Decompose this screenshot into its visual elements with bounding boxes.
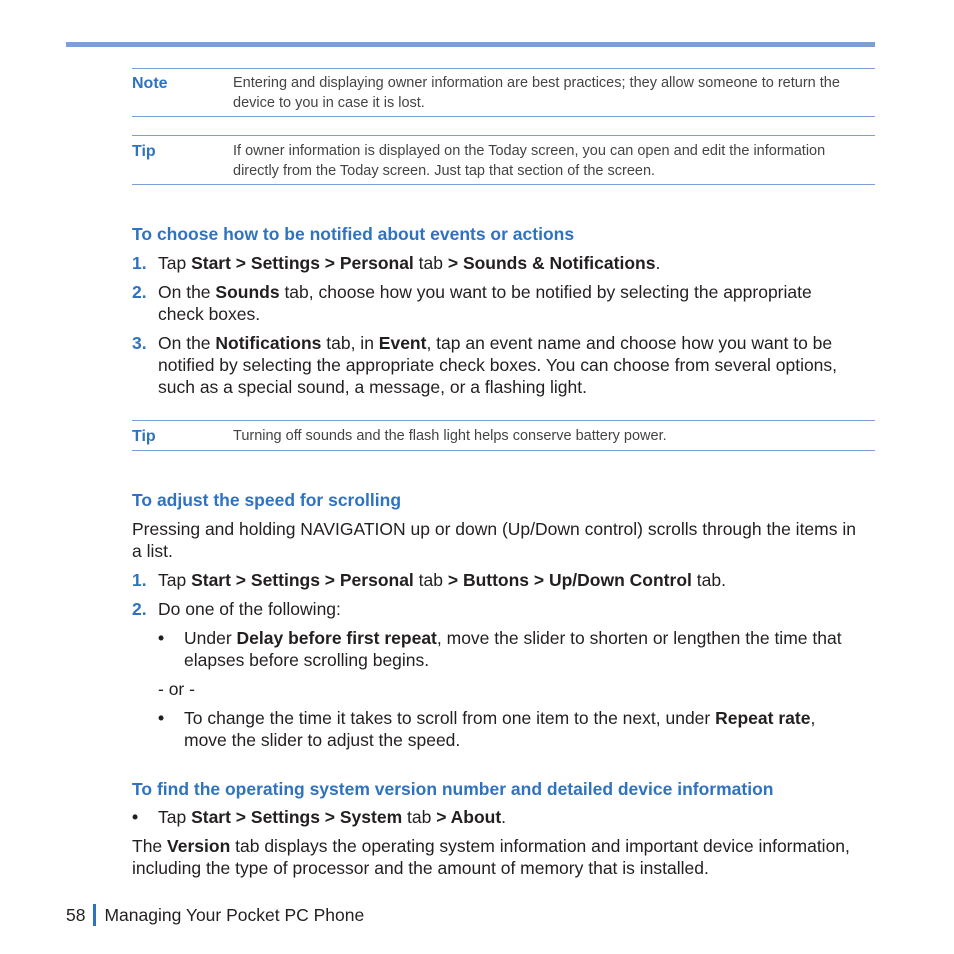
step-number: 1.	[132, 253, 147, 273]
bullet-icon: •	[132, 807, 139, 827]
footer-title: Managing Your Pocket PC Phone	[104, 904, 365, 925]
tip-text: Turning off sounds and the flash light helps conserve battery power.	[233, 428, 667, 444]
page-number: 58	[66, 904, 86, 925]
bullet-icon: •	[158, 628, 165, 648]
section-heading-notifications: To choose how to be notified about events or actions	[132, 224, 575, 244]
list-item: • To change the time it takes to scroll from one item to the next, under Repeat rate, move the slider to adjust the speed.	[158, 708, 816, 750]
step-number: 2.	[132, 282, 147, 302]
tip-box	[132, 135, 875, 185]
footer-divider	[93, 904, 96, 926]
bullet-icon: •	[158, 708, 165, 728]
note-box	[132, 68, 875, 117]
note-text: Entering and displaying owner information are best practices; they allow someone to return the device to you in case it is lost.	[233, 75, 840, 111]
step-1: 1. Tap Start > Settings > Personal tab > Sounds & Notifications.	[132, 253, 661, 273]
step-1: 1. Tap Start > Settings > Personal tab > Buttons > Up/Down Control tab.	[132, 570, 726, 590]
paragraph: The Version tab displays the operating system information and important device information, including the type of processor and the amount of memory that is installed.	[132, 836, 850, 878]
tip-label: Tip	[132, 428, 156, 445]
section-heading-os-version: To find the operating system version number and detailed device information	[132, 779, 774, 799]
tip-box	[132, 420, 875, 451]
step-number: 1.	[132, 570, 147, 590]
step-number: 2.	[132, 599, 147, 619]
step-3: 3. On the Notifications tab, in Event, tap an event name and choose how you want to be notified by selecting the appropriate check boxes. You can choose from several options, such as a special sound, a message, or a flashing light.	[132, 333, 838, 397]
list-item: • Tap Start > Settings > System tab > About.	[132, 807, 507, 827]
page-footer	[66, 904, 364, 926]
top-rule	[66, 42, 875, 47]
or-separator: - or -	[158, 679, 195, 699]
note-label: Note	[132, 75, 168, 92]
tip-label: Tip	[132, 143, 156, 160]
step-2: 2. Do one of the following:	[132, 599, 341, 619]
step-2: 2. On the Sounds tab, choose how you want to be notified by selecting the appropriate check boxes.	[132, 282, 812, 324]
tip-text: If owner information is displayed on the Today screen, you can open and edit the information directly from the Today screen. Just tap that section of the screen.	[233, 143, 826, 179]
list-item: • Under Delay before first repeat, move the slider to shorten or lengthen the time that elapses before scrolling begins.	[158, 628, 842, 670]
section-heading-scrolling: To adjust the speed for scrolling	[132, 490, 402, 510]
step-number: 3.	[132, 333, 147, 353]
paragraph: Pressing and holding NAVIGATION up or down (Up/Down control) scrolls through the items in a list.	[132, 519, 856, 561]
